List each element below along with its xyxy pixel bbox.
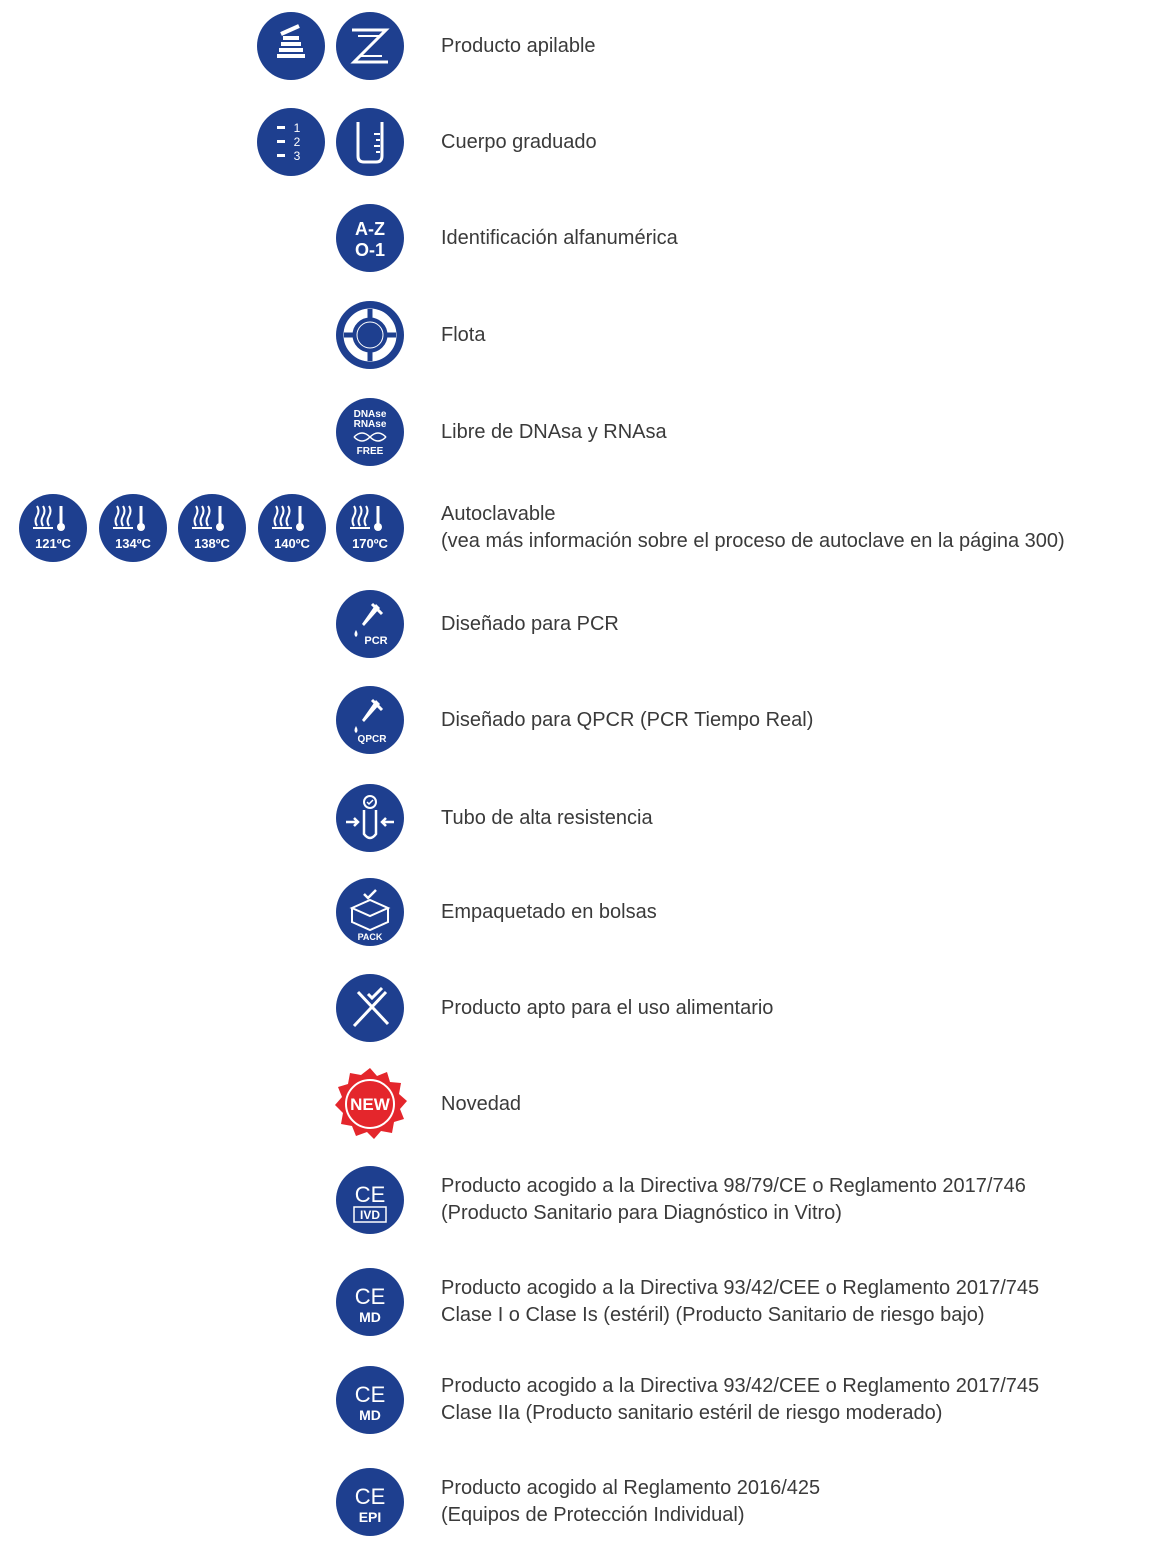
legend-icons [0, 392, 410, 472]
legend-description [441, 1462, 1161, 1542]
pack-box-icon [336, 878, 404, 946]
legend-icons [0, 778, 410, 858]
icon-label: 134ºC [115, 536, 151, 551]
ce-ivd-icon [336, 1166, 404, 1234]
legend-icons [0, 102, 410, 182]
legend-row [0, 198, 1167, 278]
legend-text: Novedad [441, 1092, 522, 1115]
icon-label: O-1 [354, 240, 386, 260]
legend-icons [0, 968, 410, 1048]
icon-label: DNAse [353, 409, 387, 420]
legend-text-secondary: (Producto Sanitario para Diagnóstico in Vitro) [441, 1202, 842, 1224]
legend-row [0, 968, 1167, 1048]
icon-label: PCR [364, 635, 388, 647]
legend-text: Identificación alfanumérica [441, 226, 678, 249]
icon-label: MD [359, 1407, 381, 1423]
legend-row [0, 584, 1167, 664]
legend-row [0, 1360, 1167, 1440]
icon-label: CE [354, 1484, 386, 1509]
legend-text-secondary: Clase IIa (Producto sanitario estéril de riesgo moderado) [441, 1402, 943, 1424]
legend-description [441, 6, 1161, 86]
legend-description [441, 392, 1161, 472]
legend-row [0, 872, 1167, 952]
nested-z-icon [336, 12, 404, 80]
icon-label: MD [359, 1309, 381, 1325]
float-ring-icon [336, 301, 404, 369]
legend-row [0, 102, 1167, 182]
legend-description [441, 680, 1161, 760]
icon-label: QPCR [357, 734, 387, 745]
legend-icons [0, 1360, 410, 1440]
legend-text: Producto acogido a la Directiva 93/42/CEE o Reglamento 2017/745 [441, 1375, 1040, 1397]
qpcr-pipette-icon [336, 686, 404, 754]
food-safe-icon [336, 974, 404, 1042]
icon-label: 140ºC [274, 536, 310, 551]
legend-description [441, 102, 1161, 182]
legend-icons [0, 1262, 410, 1342]
new-badge-icon [330, 1064, 410, 1144]
legend-description [441, 295, 1161, 375]
icon-label: 170ºC [352, 536, 388, 551]
autoclave-134-icon [99, 494, 167, 562]
pcr-pipette-icon [336, 590, 404, 658]
legend-description [441, 1360, 1161, 1440]
legend-text-secondary: (vea más información sobre el proceso de autoclave en la página 300) [441, 530, 1065, 552]
legend-icons [0, 872, 410, 952]
legend-icons [0, 1064, 410, 1144]
legend-text: Autoclavable [441, 503, 556, 525]
ce-md-icon [336, 1366, 404, 1434]
legend-icons [0, 198, 410, 278]
icon-label: IVD [359, 1208, 381, 1222]
autoclave-170-icon [336, 494, 404, 562]
legend-text-secondary: (Equipos de Protección Individual) [441, 1504, 745, 1526]
icon-label: CE [354, 1382, 386, 1407]
legend-text: Producto acogido al Reglamento 2016/425 [441, 1477, 821, 1499]
icon-label: 138ºC [194, 536, 230, 551]
legend-text: Producto apto para el uso alimentario [441, 996, 774, 1019]
icon-label: 2 [293, 135, 301, 149]
legend-description [441, 1262, 1161, 1342]
legend-row [0, 680, 1167, 760]
legend-text: Producto apilable [441, 34, 596, 57]
icon-label: CE [354, 1182, 386, 1207]
icon-label: RNAse [353, 419, 387, 430]
icon-label: A-Z [355, 219, 385, 239]
legend-row [0, 1462, 1167, 1542]
autoclave-121-icon [19, 494, 87, 562]
icon-label: FREE [356, 446, 384, 457]
icon-label: 1 [293, 121, 301, 135]
alphanumeric-icon [336, 204, 404, 272]
graduated-beaker-icon [336, 108, 404, 176]
icon-label: 121ºC [35, 536, 71, 551]
legend-text: Flota [441, 323, 486, 346]
legend-row [0, 778, 1167, 858]
stackable-icon [257, 12, 325, 80]
ce-md-icon [336, 1268, 404, 1336]
icon-label: CE [354, 1284, 386, 1309]
graduation-marks-icon [257, 108, 325, 176]
ce-epi-icon [336, 1468, 404, 1536]
legend-description [441, 968, 1161, 1048]
legend-description [441, 778, 1161, 858]
legend-icons [0, 488, 410, 568]
legend-text: Libre de DNAsa y RNAsa [441, 420, 667, 443]
legend-text: Tubo de alta resistencia [441, 806, 653, 829]
icon-label: EPI [358, 1509, 382, 1525]
dnase-rnase-free-icon [336, 398, 404, 466]
legend-icons [0, 6, 410, 86]
legend-description [441, 1160, 1161, 1240]
legend-icons [0, 584, 410, 664]
legend-row [0, 488, 1167, 568]
legend-text: Producto acogido a la Directiva 93/42/CEE o Reglamento 2017/745 [441, 1277, 1040, 1299]
legend-icons [0, 1160, 410, 1240]
legend-description [441, 198, 1161, 278]
legend-icons [0, 295, 410, 375]
legend-row [0, 295, 1167, 375]
legend-description [441, 872, 1161, 952]
legend-description [441, 488, 1161, 568]
legend-description [441, 584, 1161, 664]
legend-text-secondary: Clase I o Clase Is (estéril) (Producto Sanitario de riesgo bajo) [441, 1304, 985, 1326]
legend-row [0, 1160, 1167, 1240]
legend-text: Empaquetado en bolsas [441, 900, 657, 923]
icon-label: PACK [357, 932, 383, 942]
legend-text: Diseñado para PCR [441, 612, 619, 635]
icon-label: NEW [350, 1095, 390, 1114]
legend-icons [0, 1462, 410, 1542]
legend-row [0, 6, 1167, 86]
high-resistance-tube-icon [336, 784, 404, 852]
autoclave-140-icon [258, 494, 326, 562]
legend-text: Diseñado para QPCR (PCR Tiempo Real) [441, 708, 814, 731]
legend-icons [0, 680, 410, 760]
autoclave-138-icon [178, 494, 246, 562]
legend-row [0, 1262, 1167, 1342]
legend-text: Cuerpo graduado [441, 130, 597, 153]
icon-label: 3 [293, 149, 301, 163]
legend-description [441, 1064, 1161, 1144]
legend-row [0, 392, 1167, 472]
legend-text: Producto acogido a la Directiva 98/79/CE o Reglamento 2017/746 [441, 1175, 1026, 1197]
legend-row [0, 1064, 1167, 1144]
